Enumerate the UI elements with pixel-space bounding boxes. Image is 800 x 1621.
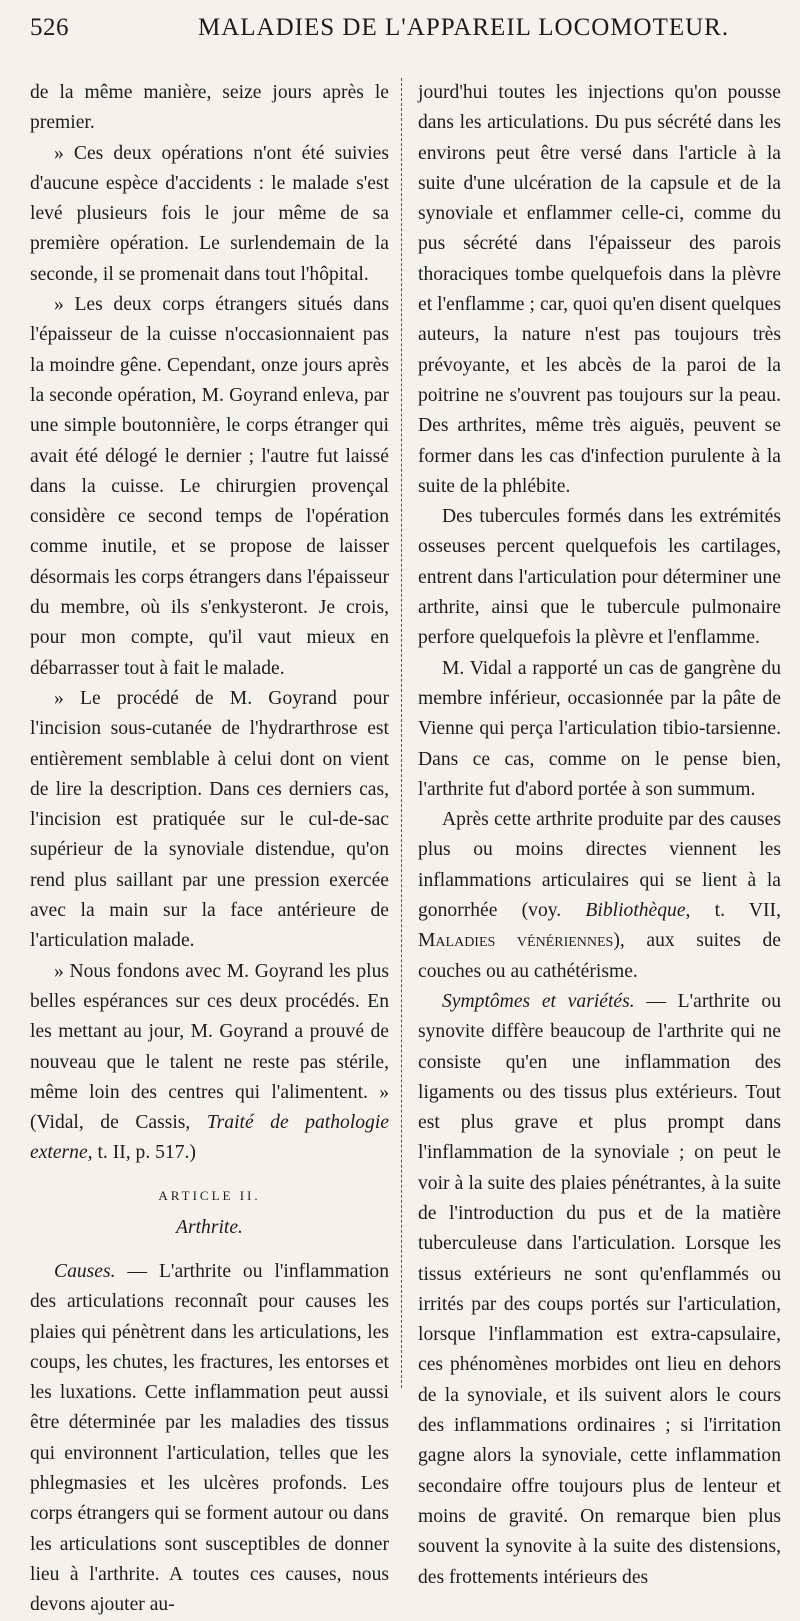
causes-text: — L'arthrite ou l'inflammation des articulations reconnaît pour causes les plaies qui pénètrent dans les articulations, les coups, les chutes, les fractures, les entorses et les luxations. Cette inflammation peut aussi être déterminée par les maladies des tissus qui environnent l'articulation, telles que les phlegmasies et les ulcères profonds. Les corps étrangers qui se forment autour ou dans les articulations sont susceptibles de donner lieu à l'arthrite. A toutes ces causes, nous devons ajouter au- [30,1260,389,1616]
text-run: Après cette arthrite produite par des causes plus ou moins directes viennent les inflammations articulaires qui se lient à la gonorrhée (voy. [418,809,781,922]
page-header [30,14,770,54]
paragraph-citation [30,957,389,1169]
paragraph: » Les deux corps étrangers situés dans l'épaisseur de la cuisse n'occasionnaient pas la moindre gêne. Cependant, onze jours après la seconde opération, M. Goyrand enleva, par une simple boutonnière, le corps étranger qui avait été délogé le dernier ; l'autre fut laissé dans la cuisse. Le chirurgien provençal considère ce second temps de l'opération comme inutile, et se propose de laisser désormais les corps étrangers dans l'épaisseur du membre, où ils s'enkysteront. Je crois, pour mon compte, qu'il vaut mieux en débarrasser tout à fait le malade. [30,294,389,679]
column-divider [401,78,402,1388]
paragraph: » Le procédé de M. Goyrand pour l'incision sous-cutanée de l'hydrarthrose est entièrement semblable à celui dont on vient de lire la description. Dans ces derniers cas, l'incision est pratiquée sur le cul-de-sac supérieur de la synoviale distendue, qu'on rend plus saillant par une pression exercée avec la main sur la face antérieure de l'articulation malade. [30,687,389,952]
section-label-symptoms: Symptômes et variétés. [442,990,635,1012]
paragraph: Des tubercules formés dans les extrémités osseuses percent quelquefois les cartilages, entrent dans l'articulation pour déterminer une arthrite, ainsi que le tubercule pulmonaire perfore quelquefois la plèvre et l'enflamme. [418,506,781,649]
paragraph [418,805,781,987]
paragraph-causes [30,1257,389,1621]
article-title: Arthrite. [176,1216,243,1238]
section-label-causes: Causes. [54,1260,116,1282]
paragraph: M. Vidal a rapporté un cas de gangrène du membre inférieur, occasionnée par la pâte de Vienne qui perça l'articulation tibio-tarsienne. Dans ce cas, comme on le pense bien, l'arthrite fut d'abord portée à son summum. [418,657,781,800]
article-label: ARTICLE II. [158,1187,261,1203]
reference-title: Bibliothèque [585,900,686,922]
page-number: 526 [30,14,69,41]
reference-section: Maladies vénériennes [418,930,614,952]
paragraph-symptoms [418,987,781,1593]
running-title: MALADIES DE L'APPAREIL LOCOMOTEUR. [198,14,730,41]
text-run: , t. VII, [685,900,781,922]
text-run: ), aux suites de couches ou au cathétérisme. [418,930,781,982]
citation-book-title: Traité de pathologie externe [30,1112,389,1164]
right-column [418,78,781,1593]
citation-reference: , t. II, p. 517.) [87,1142,196,1164]
paragraph: de la même manière, seize jours après le premier. [30,82,389,134]
citation-text: » Nous fondons avec M. Goyrand les plus belles espérances sur ces deux procédés. En les mettant au jour, M. Goyrand a prouvé de nouveau que le talent ne reste pas stérile, même loin des centres qui l'alimentent. » (Vidal, de Cassis, [30,960,389,1134]
symptoms-text: — L'arthrite ou synovite diffère beaucoup de l'arthrite qui ne consiste qu'en une inflammation des ligaments ou des tissus plus extérieurs. Tout est plus grave et plus prompt dans l'inflammation de la synoviale ; on peut le voir à la suite des plaies pénétrantes, à la suite de l'introduction du pus et de la matière tuberculeuse dans l'articulation. Lorsque les tissus extérieurs ne sont qu'enflammés ou irrités par des coups portés sur l'articulation, lorsque l'inflammation est extra-capsulaire, ces phénomènes morbides ont lieu en dehors de la synoviale, et ils suivent alors le cours des inflammations ordinaires ; si l'irritation gagne alors la synoviale, cette inflammation secondaire offre toujours plus de lenteur et moins de gravité. On remarque bien plus souvent la synovite à la suite des distensions, des frottements intérieurs des [418,990,782,1588]
paragraph: jourd'hui toutes les injections qu'on pousse dans les articulations. Du pus sécrété dans les environs peut être versé dans l'article à la suite d'une ulcération de la capsule et de la synoviale et enflammer celle-ci, comme du pus sécrété dans l'épaisseur des parois thoraciques tombe quelquefois dans la plèvre et l'enflamme ; car, quoi qu'en disent quelques auteurs, la nature n'est pas toujours très prévoyante, et les abcès de la paroi de la poitrine ne s'ouvrent pas toujours sur la peau. Des arthrites, même très aiguës, peuvent se former dans les cas d'infection purulente à la suite de la phlébite. [418,82,781,497]
paragraph: » Ces deux opérations n'ont été suivies d'aucune espèce d'accidents : le malade s'est levé plusieurs fois le jour même de sa première opération. Le surlendemain de la seconde, il se promenait dans tout l'hôpital. [30,142,389,285]
left-column [30,78,389,1621]
